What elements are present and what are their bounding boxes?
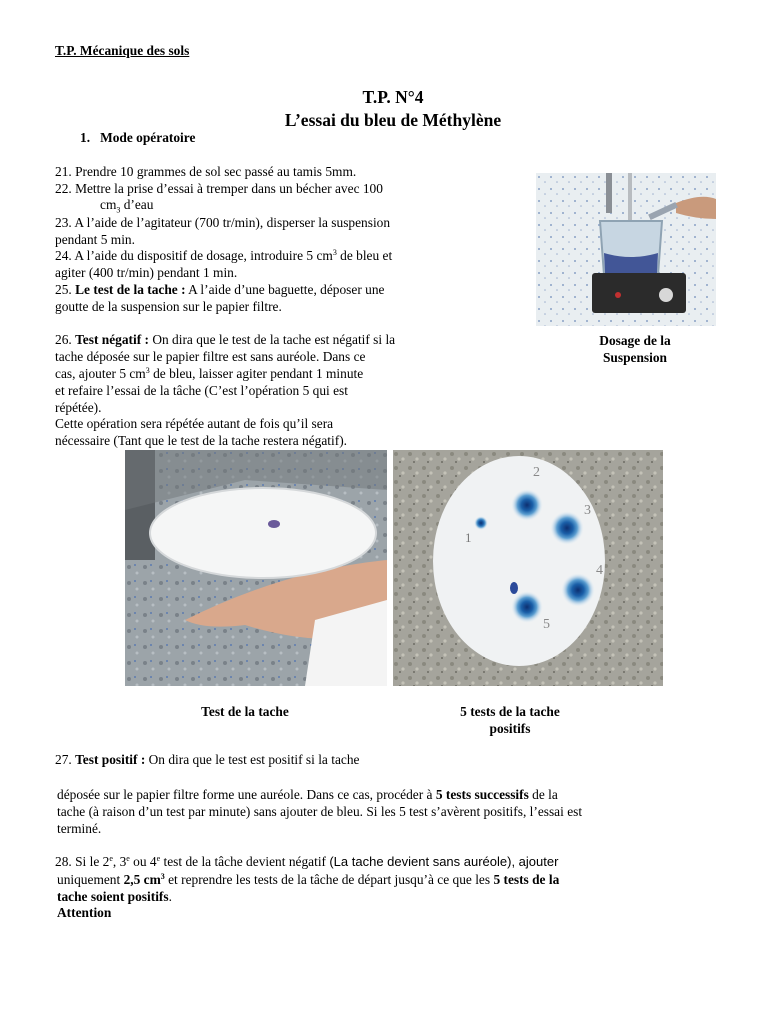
step-28-line3: tache soient positifs. [57,889,172,904]
step-22-line2: $cm_3$ d’eau [100,197,154,215]
step-27-line4: terminé. [57,821,102,836]
filter-paper-five-spots-illustration [393,450,663,686]
spot-5 [511,591,543,623]
dosage-apparatus-illustration [536,173,716,326]
step-21: 21. Prendre 10 grammes de sol sec passé au tamis 5mm. [55,164,357,179]
step-22-line1: 22. Mettre la prise d’essai à tremper dans un bécher avec 100 [55,181,383,196]
step-28-line2: uniquement 2,5 $cm^3$ et reprendre les tests de la tâche de départ jusqu’à ce que les 5 tests de la [57,872,560,887]
step-26-line7: nécessaire (Tant que le test de la tache restera négatif). [55,433,348,448]
spot-2 [511,489,543,521]
tache-caption: Test de la tache [201,704,289,719]
step-26-line1: 26. Test négatif : On dira que le test de la tache est négatif si la [55,332,396,347]
label-2: 2 [533,465,540,480]
step-25-line2: goutte de la suspension sur le papier filtre. [55,299,282,314]
five-tests-caption [420,703,600,737]
section-title: Mode opératoire [100,130,196,145]
step-23-line1: 23. A l’aide de l’agitateur (700 tr/min), disperser la suspension [55,215,391,230]
step-26-line5: répétée). [55,400,102,415]
spot-3 [550,511,584,545]
attention-label: Attention [57,905,112,920]
step-24-line1: 24. A l’aide du dispositif de dosage, introduire 5 $cm^3$ de bleu et [55,248,393,263]
step-27-line3: tache (à raison d’un test par minute) sans ajouter de bleu. Si les 5 test s’avèrent positifs, l’essai est [57,804,583,819]
dosage-caption [575,332,695,366]
tache-test-photo [125,450,387,686]
five-tests-photo [393,450,663,686]
spot-4 [561,573,595,607]
step-26-line4: et refaire l’essai de la tâche (C’est l’opération 5 qui est [55,383,348,398]
step-26-line3: cas, ajouter 5 $cm^3$ de bleu, laisser agiter pendant 1 minute [55,366,364,381]
spot-1 [474,516,488,530]
course-header: T.P. Mécanique des sols [55,43,190,58]
step-26-line6: Cette opération sera répétée autant de fois qu’il sera [55,416,334,431]
document-subtitle: L’essai du bleu de Méthylène [284,110,502,130]
document-title: T.P. N°4 [362,87,424,107]
section-number: 1. [80,130,91,145]
step-23-line2: pendant 5 min. [55,232,135,247]
step-27-line2: déposée sur le papier filtre forme une auréole. Dans ce cas, procéder à 5 tests successifs de la [57,787,558,802]
label-4: 4 [596,563,603,578]
dosage-photo [536,173,716,326]
label-5: 5 [543,617,550,632]
five-tests-caption-line1: 5 tests de la tache [460,704,560,719]
filter-paper-hand-illustration [125,450,387,686]
section-heading [80,130,195,146]
step-27-line1: 27. Test positif : On dira que le test est positif si la tache [55,752,360,767]
step-28-line1: 28. Si le 2e, 3e ou 4e test de la tâche devient négatif (La tache devient sans auréole), ajouter [55,854,559,869]
label-3: 3 [584,503,591,518]
five-tests-caption-line2: positifs [489,721,531,736]
label-1: 1 [465,530,472,545]
step-24-line2: agiter (400 tr/min) pendant 1 min. [55,265,238,280]
dosage-caption-line1: Dosage de la [599,333,671,348]
step-25-line1: 25. Le test de la tache : A l’aide d’une baguette, déposer une [55,282,385,297]
dosage-caption-line2: Suspension [602,350,668,365]
step-26-line2: tache déposée sur le papier filtre est sans auréole. Dans ce [55,349,366,364]
